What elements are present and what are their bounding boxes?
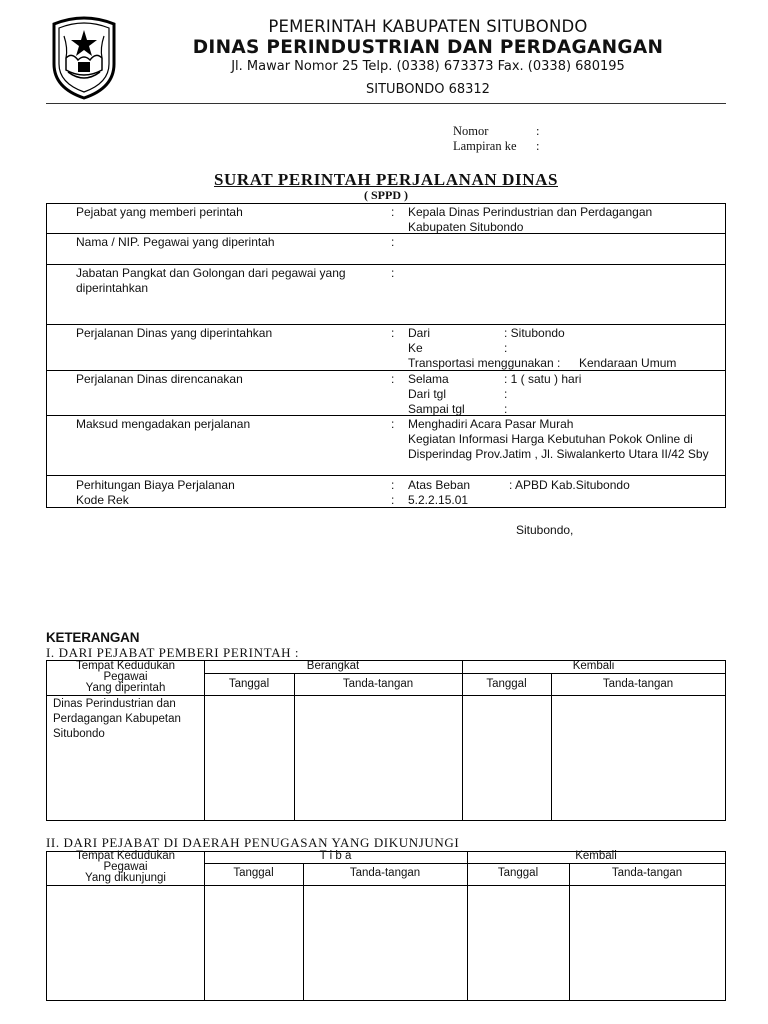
city-postal-code: SITUBONDO 68312 xyxy=(366,82,490,97)
arrival-signature-header: Tanda-tangan xyxy=(349,867,421,879)
destination-label: Ke xyxy=(408,341,423,355)
issuer-value-line1: Kepala Dinas Perindustrian dan Perdagangan xyxy=(408,205,653,219)
funding-label: Atas Beban xyxy=(408,478,471,492)
cost-label: Perhitungan Biaya Perjalanan xyxy=(76,478,235,492)
section1-title: I. DARI PEJABAT PEMBERI PERINTAH : xyxy=(46,645,300,660)
header-divider xyxy=(47,695,725,696)
column-divider xyxy=(569,863,570,1000)
place-header-line1: Tempat Kedudukan xyxy=(75,850,176,862)
issuer-value-line2: Kabupaten Situbondo xyxy=(408,220,524,234)
place-header-line2: Pegawai xyxy=(103,671,148,683)
place-value-line2: Perdagangan Kabupetan xyxy=(53,713,181,725)
purpose-value-line2: Kegiatan Informasi Harga Kebutuhan Pokok Online di xyxy=(408,432,693,446)
origin-value: : Situbondo xyxy=(504,326,565,340)
return-group-header: Kembali xyxy=(575,850,617,862)
place-header-line3: Yang diperintah xyxy=(85,682,166,694)
return-group-header: Kembali xyxy=(572,660,615,672)
header-divider xyxy=(47,885,725,886)
department-address: Jl. Mawar Nomor 25 Telp. (0338) 673373 Fax. (0338) 680195 xyxy=(231,59,625,74)
document-title: SURAT PERINTAH PERJALANAN DINAS xyxy=(214,170,558,189)
place-header-line1: Tempat Kedudukan xyxy=(75,660,176,672)
transport-value: Kendaraan Umum xyxy=(579,356,677,370)
departure-signature-header: Tanda-tangan xyxy=(342,678,414,690)
trip-ordered-label: Perjalanan Dinas yang diperintahkan xyxy=(76,326,273,340)
place-header-line2: Pegawai xyxy=(103,861,148,873)
row-divider xyxy=(47,324,725,325)
employee-name-colon: : xyxy=(391,235,395,249)
row-divider xyxy=(47,233,725,234)
place-value-line1: Dinas Perindustrian dan xyxy=(53,698,176,710)
return-signature-header: Tanda-tangan xyxy=(611,867,683,879)
letterhead-divider xyxy=(46,103,726,104)
signing-place: Situbondo, xyxy=(516,523,574,537)
header-divider xyxy=(204,673,725,674)
sppd-form-table xyxy=(46,203,726,508)
position-rank-label-line2: diperintahkan xyxy=(76,281,149,295)
departure-date-header: Tanggal xyxy=(228,678,270,690)
arrival-date-header: Tanggal xyxy=(233,867,274,879)
return-date-header: Tanggal xyxy=(486,678,527,690)
lampiran-label: Lampiran ke xyxy=(453,139,517,153)
start-date-label: Dari tgl xyxy=(408,387,447,401)
employee-name-label: Nama / NIP. Pegawai yang diperintah xyxy=(76,235,275,249)
cost-colon: : xyxy=(391,478,395,492)
account-code-value: 5.2.2.15.01 xyxy=(408,493,469,507)
funding-value: : APBD Kab.Situbondo xyxy=(509,478,630,492)
place-header-line3: Yang dikunjungi xyxy=(85,872,166,884)
issuer-label: Pejabat yang memberi perintah xyxy=(76,205,243,219)
position-rank-label-line1: Jabatan Pangkat dan Golongan dari pegawai yang xyxy=(76,266,346,280)
origin-label: Dari xyxy=(408,326,431,340)
column-divider xyxy=(303,863,304,1000)
row-divider xyxy=(47,264,725,265)
row-divider xyxy=(47,415,725,416)
account-code-label: Kode Rek xyxy=(76,493,129,507)
section2-table xyxy=(46,851,726,1001)
purpose-label: Maksud mengadakan perjalanan xyxy=(76,417,251,431)
trip-ordered-colon: : xyxy=(391,326,395,340)
document-subtitle: ( SPPD ) xyxy=(364,188,408,202)
row-divider xyxy=(47,475,725,476)
department-name: DINAS PERINDUSTRIAN DAN PERDAGANGAN xyxy=(192,37,664,58)
destination-value: : xyxy=(504,341,508,355)
purpose-value-line1: Menghadiri Acara Pasar Murah xyxy=(408,417,574,431)
purpose-colon: : xyxy=(391,417,395,431)
nomor-label: Nomor xyxy=(453,124,489,138)
return-signature-header: Tanda-tangan xyxy=(602,678,674,690)
position-rank-colon: : xyxy=(391,266,395,280)
trip-planned-label: Perjalanan Dinas direncanakan xyxy=(76,372,243,386)
header-divider xyxy=(204,863,725,864)
end-date-value: : xyxy=(504,402,508,416)
arrival-group-header: T i b a xyxy=(319,850,352,862)
duration-value: : 1 ( satu ) hari xyxy=(504,372,582,386)
place-value-line3: Situbondo xyxy=(53,728,105,740)
start-date-value: : xyxy=(504,387,508,401)
return-date-header: Tanggal xyxy=(497,867,539,879)
section1-table xyxy=(46,660,726,821)
duration-label: Selama xyxy=(408,372,449,386)
nomor-colon: : xyxy=(536,124,540,138)
departure-group-header: Berangkat xyxy=(306,660,360,672)
regency-emblem-logo xyxy=(50,14,118,100)
purpose-value-line3: Disperindag Prov.Jatim , Jl. Siwalankerto Utara II/42 Sby xyxy=(408,447,709,461)
transport-label: Transportasi menggunakan : xyxy=(408,356,561,370)
government-name: PEMERINTAH KABUPATEN SITUBONDO xyxy=(268,17,588,36)
lampiran-colon: : xyxy=(536,139,540,153)
end-date-label: Sampai tgl xyxy=(408,402,465,416)
trip-planned-colon: : xyxy=(391,372,395,386)
keterangan-heading: KETERANGAN xyxy=(46,630,140,645)
section2-title: II. DARI PEJABAT DI DAERAH PENUGASAN YANG DIKUNJUNGI xyxy=(46,835,460,850)
account-code-colon: : xyxy=(391,493,395,507)
issuer-colon: : xyxy=(391,205,395,219)
